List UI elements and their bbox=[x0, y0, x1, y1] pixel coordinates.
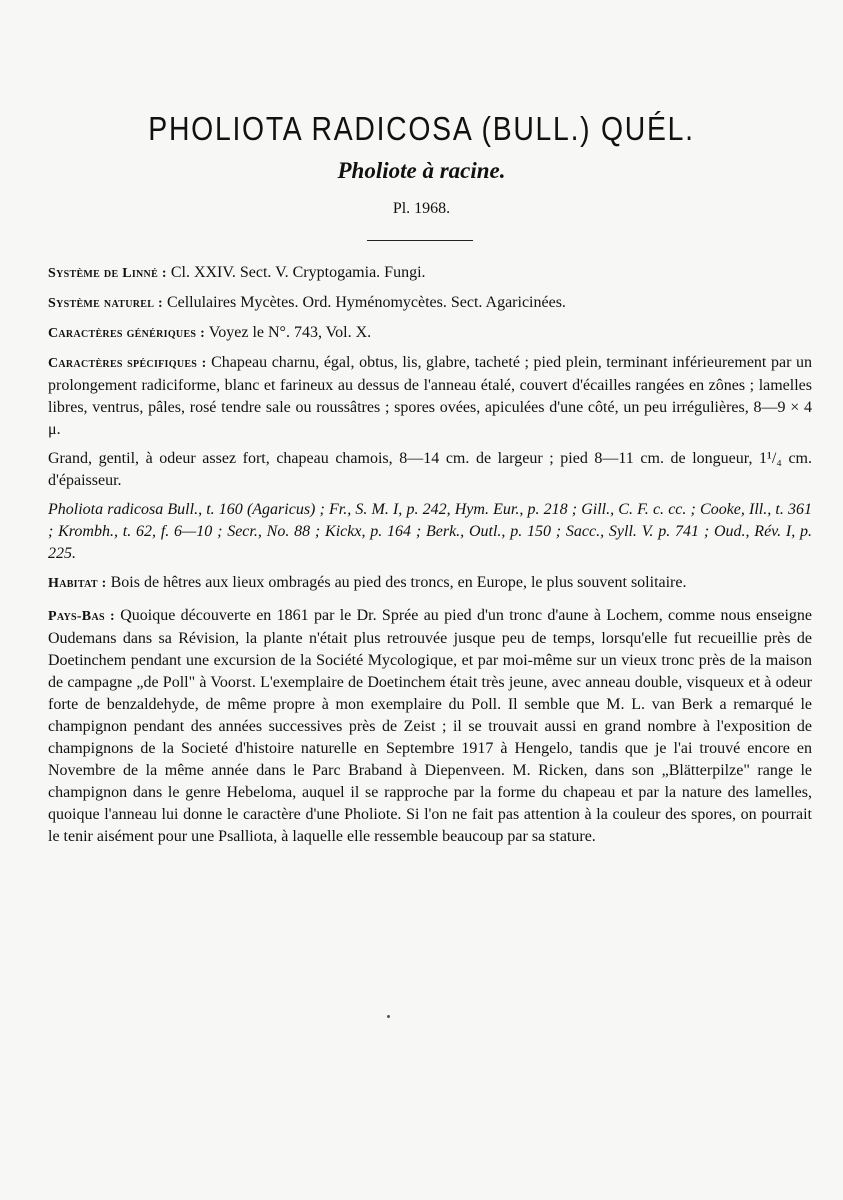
paragraph-specifiques bbox=[48, 352, 812, 441]
paragraph-label: Système de Linné : bbox=[48, 266, 167, 281]
paragraph-text: Cl. XXIV. Sect. V. Cryptogamia. Fungi. bbox=[166, 264, 426, 281]
paragraph-references bbox=[48, 499, 812, 565]
paragraph-text: Quoique découverte en 1861 par le Dr. Sprée au pied d'un tronc d'aune à Lochem, comme nous enseigne Oudemans dans sa Révision, la plante n'était plus retrouvée jusque peu de temps, lorsqu'elle fut recueillie près de Doetinchem pendant une excursion de la Société Mycologique, et par moi-même sur un vieux tronc près de la maison de campagne „de Poll" à Voorst. L'exemplaire de Doetinchem était très jeune, avec anneau double, visqueux et à odeur forte de benzaldehyde, de même propre à mon exemplaire du Poll. Il semble que M. L. van Berk a remarqué le champignon pendant des années successives près de Zeist ; il se trouvait aussi en grand nombre à l'exposition de champignons de la Societé d'histoire naturelle en Septembre 1917 à Hengelo, tandis que je l'ai trouvé encore en Novembre de la même année dans le Parc Braband à Diepenveen. M. Ricken, dans son „Blätterpilze" range le champignon dans le genre Hebeloma, auquel il se rapproche par la forme du chapeau et par la nature des lamelles, quoique l'anneau lui donne le caractère d'une Pholiote. Si l'on ne fait pas attention à la couleur des spores, on pourrait le tenir aisément pour une Psalliota, à laquelle elle ressemble beaucoup par sa stature. bbox=[48, 607, 812, 845]
paragraph-text: Cellulaires Mycètes. Ord. Hyménomycètes. Sect. Agaricinées. bbox=[162, 294, 566, 311]
divider bbox=[367, 240, 473, 241]
page-title: PHOLIOTA RADICOSA (BULL.) QUÉL. bbox=[148, 110, 695, 147]
paragraph-habitat bbox=[48, 572, 812, 595]
paragraph-label: Habitat : bbox=[48, 576, 107, 591]
paragraph-text: Chapeau charnu, égal, obtus, lis, glabre, tacheté ; pied plein, terminant inférieurement par un prolongement radiciforme, blanc et farineux au dessus de l'anneau étalé, couvert d'écailles rangées en zônes ; lamelles libres, ventrus, pâles, rosé tendre sale ou roussâtres ; spores ovées, apiculées d'une côté, un peu irrégulières, 8—9 × 4 μ. bbox=[48, 354, 812, 438]
paragraph-label: Caractères génériques : bbox=[48, 326, 206, 341]
plate-number: Pl. 1968. bbox=[392, 200, 451, 217]
paragraph-text: Bois de hêtres aux lieux ombragés au pied des troncs, en Europe, le plus souvent solitaire. bbox=[106, 574, 687, 591]
paragraph-text: Voyez le N°. 743, Vol. X. bbox=[205, 324, 372, 341]
paragraph-description bbox=[48, 448, 812, 492]
paragraph-generiques bbox=[48, 322, 812, 345]
paragraph-label: Caractères spécifiques : bbox=[48, 356, 207, 371]
document-body bbox=[48, 262, 812, 855]
ink-speck bbox=[387, 1015, 390, 1018]
page-subtitle: Pholiote à racine. bbox=[337, 158, 506, 183]
paragraph-text: Grand, gentil, à odeur assez fort, chapeau chamois, 8—14 cm. de largeur ; pied 8—11 cm. de longueur, 1¹/₄ cm. d'épaisseur. bbox=[48, 450, 812, 489]
paragraph-label: Système naturel : bbox=[48, 296, 163, 311]
paragraph-linne bbox=[48, 262, 812, 285]
paragraph-label: Pays-Bas : bbox=[48, 609, 115, 624]
paragraph-naturel bbox=[48, 292, 812, 315]
paragraph-text: Pholiota radicosa Bull., t. 160 (Agaricus) ; Fr., S. M. I, p. 242, Hym. Eur., p. 218 ; Gill., C. F. c. cc. ; Cooke, Ill., t. 361 ; Krombh., t. 62, f. 6—10 ; Secr., No. 88 ; Kickx, p. 164 ; Berk., Outl., p. 150 ; Sacc., Syll. V. p. 741 ; Oud., Rév. I, p. 225. bbox=[48, 501, 812, 562]
paragraph-pays-bas bbox=[48, 605, 812, 848]
